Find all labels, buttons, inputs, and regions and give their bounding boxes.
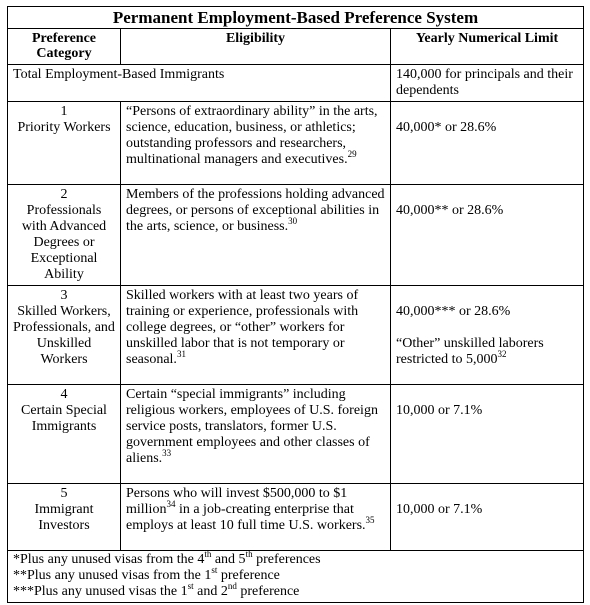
header-limit: Yearly Numerical Limit [391, 29, 584, 65]
category-name: Skilled Workers, Professionals, and Unskilled Workers [13, 304, 115, 367]
total-row [8, 65, 584, 102]
limit-cell: 10,000 or 7.1% [391, 385, 584, 484]
limit-cell: 10,000 or 7.1% [391, 484, 584, 551]
eligibility-text: Certain “special immigrants” including religious workers, employees of U.S. foreign service posts, translators, former U.S. government employees and other classes of aliens. [126, 387, 378, 466]
eligibility-cell [121, 385, 391, 484]
footnotes [8, 551, 584, 603]
category-name: Immigrant Investors [34, 502, 94, 533]
limit-extra [396, 336, 578, 368]
category-number: 3 [60, 288, 68, 303]
header-row [8, 29, 584, 65]
table-row [8, 102, 584, 185]
table-row [8, 385, 584, 484]
table-row [8, 286, 584, 385]
ordinal-suffix: th [204, 549, 212, 559]
footnote-text: and 2 [193, 584, 228, 599]
footnote-text: preferences [252, 552, 321, 567]
category-name: Professionals with Advanced Degrees or Exceptional Ability [21, 203, 107, 282]
eligibility-cell [121, 185, 391, 286]
category-number: 5 [60, 486, 68, 501]
table-row [8, 185, 584, 286]
eligibility-text: “Persons of extraordinary ability” in the arts, science, education, business, or athletics; outstanding professors and researchers, multinational managers and executives. [126, 104, 378, 167]
limit-cell: 40,000** or 28.6% [391, 185, 584, 286]
category-name: Certain Special Immigrants [21, 403, 107, 434]
footnote-text: ***Plus any unused visas the 1 [13, 584, 188, 599]
category-cell [8, 484, 121, 551]
eligibility-cell [121, 484, 391, 551]
footnote-text: preference [236, 584, 300, 599]
title-row [8, 7, 584, 29]
ordinal-suffix: st [211, 565, 218, 575]
eligibility-text: Persons who will invest $500,000 to $1 million [126, 486, 348, 517]
ordinal-suffix: nd [227, 581, 237, 591]
category-name: Priority Workers [17, 120, 111, 135]
footnote-text: *Plus any unused visas from the 4 [13, 552, 205, 567]
category-cell [8, 385, 121, 484]
footnote-ref: 34 [166, 499, 176, 509]
eligibility-text-cont: in a job-creating enterprise that employs at least 10 full time U.S. workers. [126, 502, 366, 533]
footnote-text: preference [217, 568, 280, 583]
header-category: Preference Category [8, 29, 121, 65]
limit-value: 40,000*** or 28.6% [396, 304, 511, 319]
footnote-ref: 31 [176, 349, 186, 359]
category-number: 4 [60, 387, 68, 402]
footnote-2 [13, 565, 578, 584]
footnote-text: and 5 [211, 552, 246, 567]
footnote-text: **Plus any unused visas from the 1 [13, 568, 212, 583]
ordinal-suffix: st [187, 581, 194, 591]
footnotes-row [8, 551, 584, 603]
footnote-ref: 30 [288, 216, 298, 226]
footnote-3 [13, 581, 578, 600]
category-number: 1 [60, 104, 68, 119]
ordinal-suffix: th [245, 549, 253, 559]
footnote-ref: 29 [347, 149, 357, 159]
limit-cell: 40,000* or 28.6% [391, 102, 584, 185]
preference-table [7, 6, 584, 603]
total-limit: 140,000 for principals and their dependents [391, 65, 584, 102]
category-cell [8, 185, 121, 286]
category-cell [8, 102, 121, 185]
limit-cell [391, 286, 584, 385]
category-cell [8, 286, 121, 385]
total-label: Total Employment-Based Immigrants [8, 65, 391, 102]
eligibility-text: Members of the professions holding advanced degrees, or persons of exceptional abilities in the arts, science, or business. [126, 187, 385, 234]
footnote-ref: 33 [162, 448, 172, 458]
eligibility-text: Skilled workers with at least two years of training or experience, professionals with college degrees, or “other” workers for unskilled labor that is not temporary or seasonal. [126, 288, 359, 367]
table-row [8, 484, 584, 551]
eligibility-cell [121, 102, 391, 185]
category-number: 2 [60, 187, 68, 202]
footnote-ref: 32 [497, 349, 507, 359]
limit-extra-text: “Other” unskilled laborers restricted to 5,000 [396, 336, 544, 367]
table-title: Permanent Employment-Based Preference System [8, 7, 584, 29]
header-eligibility: Eligibility [121, 29, 391, 65]
eligibility-cell [121, 286, 391, 385]
footnote-ref: 35 [365, 515, 375, 525]
footnote-1 [13, 549, 578, 568]
